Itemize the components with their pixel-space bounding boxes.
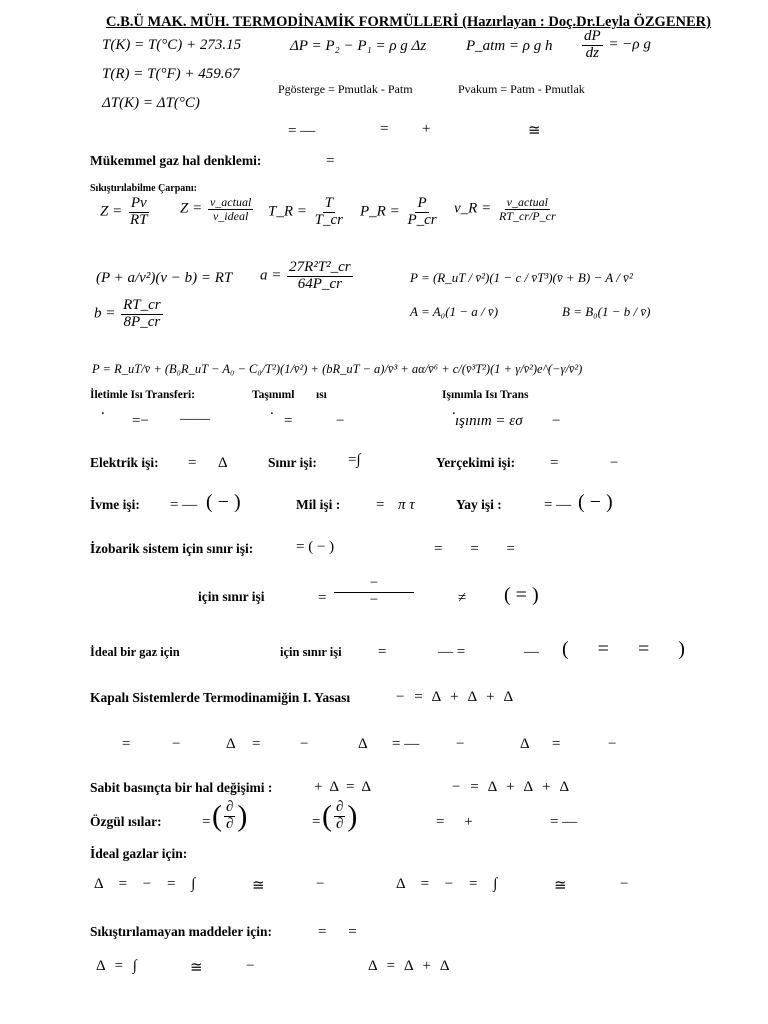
page-title: C.B.Ü MAK. MÜH. TERMODİNAMİK FORMÜLLERİ (Hazırlayan : Doç.Dr.Leyla ÖZGENER) [106,14,711,30]
fl2-2: − [172,736,181,752]
boundary-work-label: Sınır işi: [268,455,317,470]
incompressible-minus: − [246,958,255,974]
vdw-b-denominator: 8P_cr [123,313,161,330]
specific-heat-eq4: = — [550,814,578,830]
vdw-a-denominator: 64P_cr [297,275,342,292]
specific-heat-cp-eq: = [312,814,321,830]
cv-partial-num: ∂ [226,799,234,815]
ideal-gas-boundary-eq3: — [524,644,539,660]
shaft-work-eq: = [376,497,385,513]
polytropic-paren: ( = ) [504,584,539,606]
fl2-4: = [252,736,261,752]
vdw-a-numerator: 27R²T²_cr [289,259,351,275]
radiation-eq: ışınım = εσ [455,413,523,429]
gravity-work-eq: = [550,455,559,471]
specific-heats-label: Özgül ısılar: [90,814,162,829]
tr-denominator: T_cr [314,211,343,228]
pressure-difference: ΔP = P₂ − P₁ = ρ g Δz [290,38,427,54]
cv-close-paren: ) [237,799,248,833]
reduced-volume [454,196,560,222]
vdw-b-numerator: RT_cr [123,297,161,313]
convection-label: Taşınıml [252,389,295,401]
beattie-pressure: P = (R_uT / v̄²)(1 − c / v̄T³)(v̄ + B) − A / v̄² [410,270,633,285]
beattie-a: A = A₀(1 − a / v̄) [410,304,499,319]
ideal-gas-boundary-eq2: — = [438,644,466,660]
fl2-10: = [552,736,561,752]
conduction-eq: =− [132,413,149,429]
row4-fragment-1: = — [288,123,316,139]
z2-denominator: v_ideal [212,208,249,223]
specific-heat-cp-deriv [322,800,357,833]
specific-heat-cv-eq: = [202,814,211,830]
benedict-equation: P = R_uT/v̄ + (B₀R_uT − A₀ − C₀/T²)(1/v̄²) + (bR_uT − a)/v̄³ + aα/v̄⁶ + c/(v̄³T²)(1 + γ/v̄²)e^(−γ/v̄²) [92,362,583,376]
z2-lhs: Z = [180,200,203,217]
fl2-3: Δ [226,736,236,752]
dpdz-rhs: = −ρ g [608,36,651,53]
spring-work-label: Yay işi : [456,497,502,512]
spring-work-paren: ( − ) [578,491,613,513]
incompressible-eq2: Δ = Δ + Δ [368,958,450,974]
z-factor-2 [180,196,255,222]
ideal-gases-approx2: ≅ [554,878,567,894]
fl2-8: − [456,736,465,752]
cp-partial-den: ∂ [336,815,344,832]
conduction-frac: —— [180,411,210,427]
dpdz-formula [580,29,651,62]
ideal-gas-boundary-paren: ( = = ) [562,638,685,660]
reduced-pressure [360,196,441,229]
convection-minus: − [336,413,345,429]
cp-partial-num: ∂ [336,799,344,815]
constant-pressure-eq1: + Δ = Δ [314,779,371,795]
vdw-b [94,298,165,331]
gravity-work-label: Yerçekimi işi: [436,455,516,470]
ideal-gases-eq1: Δ = − = ∫ [94,876,196,892]
ideal-gases-minus1: − [316,876,325,892]
vdw-a [260,260,355,293]
incompressible-eq: = = [318,924,357,940]
row4-fragment-3: + [422,121,431,137]
pr-numerator: P [417,195,427,211]
electric-work-eq: = [188,455,197,471]
ideal-gases-eq2: Δ = − = ∫ [396,876,498,892]
accel-work-eq: = — [170,497,198,513]
z2-numerator: v_actual [209,195,252,209]
pr-lhs: P_R = [360,203,400,220]
cv-partial-den: ∂ [226,815,234,832]
dpdz-denominator: dz [585,44,599,61]
rankine-conversion: T(R) = T(°F) + 459.67 [102,66,240,82]
polytropic-numerator: − [334,576,414,593]
polytropic-label: için sınır işi [198,589,265,604]
accel-work-label: İvme işi: [90,497,140,512]
vr-numerator: v_actual [506,195,548,209]
reduced-temperature [268,196,347,229]
conduction-label: İletimle Isı Transferi: [90,389,195,401]
polytropic-frac [332,576,416,609]
heat-dot-1: . [101,402,105,418]
polytropic-neq: ≠ [458,590,467,606]
specific-heat-cv-deriv [212,800,247,833]
fl2-1: = [122,736,131,752]
tr-lhs: T_R = [268,203,307,220]
shaft-work-pi-tau: π τ [398,497,415,513]
heat-dot-3: . [452,402,456,418]
shaft-work-label: Mil işi : [296,497,341,512]
fl2-9: Δ [520,736,530,752]
z1-lhs: Z = [100,203,123,220]
vdw-equation: (P + a/v²)(v − b) = RT [96,270,233,286]
incompressible-eq1: Δ = ∫ [96,958,137,974]
beattie-b: B = B₀(1 − b / v̄) [562,304,651,319]
isobaric-eq2: = = = [434,541,527,557]
cp-close-paren: ) [347,799,358,833]
gravity-work-minus: − [610,455,619,471]
delta-temperature: ΔT(K) = ΔT(°C) [102,95,200,111]
row4-fragment-2: = [380,121,389,137]
fl2-5: − [300,736,309,752]
z1-numerator: Pv [130,195,147,211]
incompressible-approx: ≅ [190,960,203,976]
dpdz-numerator: dP [584,28,601,44]
electric-work-delta: Δ [218,455,228,471]
atm-pressure: P_atm = ρ g h [466,38,553,54]
ideal-gases-approx1: ≅ [252,878,265,894]
ideal-gases-minus2: − [620,876,629,892]
vr-lhs: v_R = [454,200,492,217]
fl2-6: Δ [358,736,368,752]
pr-denominator: P_cr [407,211,437,228]
ideal-gas-boundary-label-1: İdeal bir gaz için [90,645,180,659]
gauge-pressure: Pgösterge = Pmutlak - Patm [278,82,413,96]
vdw-b-lhs: b = [94,305,116,322]
tr-numerator: T [324,195,333,211]
first-law-label: Kapalı Sistemlerde Termodinamiğin I. Yasası [90,690,351,705]
cv-open-paren: ( [212,799,222,833]
z1-denominator: RT [129,211,148,228]
constant-pressure-label: Sabit basınçta bir hal değişimi : [90,780,273,795]
fl2-11: − [608,736,617,752]
fl2-7: = — [392,736,420,752]
compress-label: Sıkıştırılabilme Çarpanı: [90,183,197,194]
cp-open-paren: ( [322,799,332,833]
electric-work-label: Elektrik işi: [90,455,159,470]
ideal-gas-label: Mükemmel gaz hal denklemi: [90,153,262,168]
ideal-gases-label: İdeal gazlar için: [90,846,188,861]
ideal-gas-boundary-label-2: için sınır işi [280,645,342,659]
convection-label-2: ısı [316,389,327,401]
polytropic-denominator: − [369,591,379,608]
convection-eq: = [284,413,293,429]
vr-denominator: RT_cr/P_cr [498,208,556,223]
isobaric-eq1: = ( − ) [296,539,335,555]
boundary-work-eq: =∫ [348,452,361,468]
constant-pressure-eq2: − = Δ + Δ + Δ [452,779,570,795]
vdw-a-lhs: a = [260,267,282,284]
heat-dot-2: . [270,402,274,418]
kelvin-conversion: T(K) = T(°C) + 273.15 [102,37,242,53]
accel-work-paren: ( − ) [206,491,241,513]
first-law-eq: − = Δ + Δ + Δ [396,689,514,705]
vacuum-pressure: Pvakum = Patm - Pmutlak [458,82,585,96]
ideal-gas-boundary-eq1: = [378,644,387,660]
spring-work-eq: = — [544,497,572,513]
radiation-minus: − [552,413,561,429]
incompressible-label: Sıkıştırılamayan maddeler için: [90,924,273,939]
row4-fragment-4: ≅ [528,123,541,139]
ideal-gas-eq: = [326,153,335,169]
z-factor-1 [100,196,151,229]
polytropic-eq: = [318,590,327,606]
isobaric-label: İzobarik sistem için sınır işi: [90,541,254,556]
radiation-label: Işınımla Isı Trans [442,389,529,401]
specific-heat-eq3: = + [436,814,473,830]
